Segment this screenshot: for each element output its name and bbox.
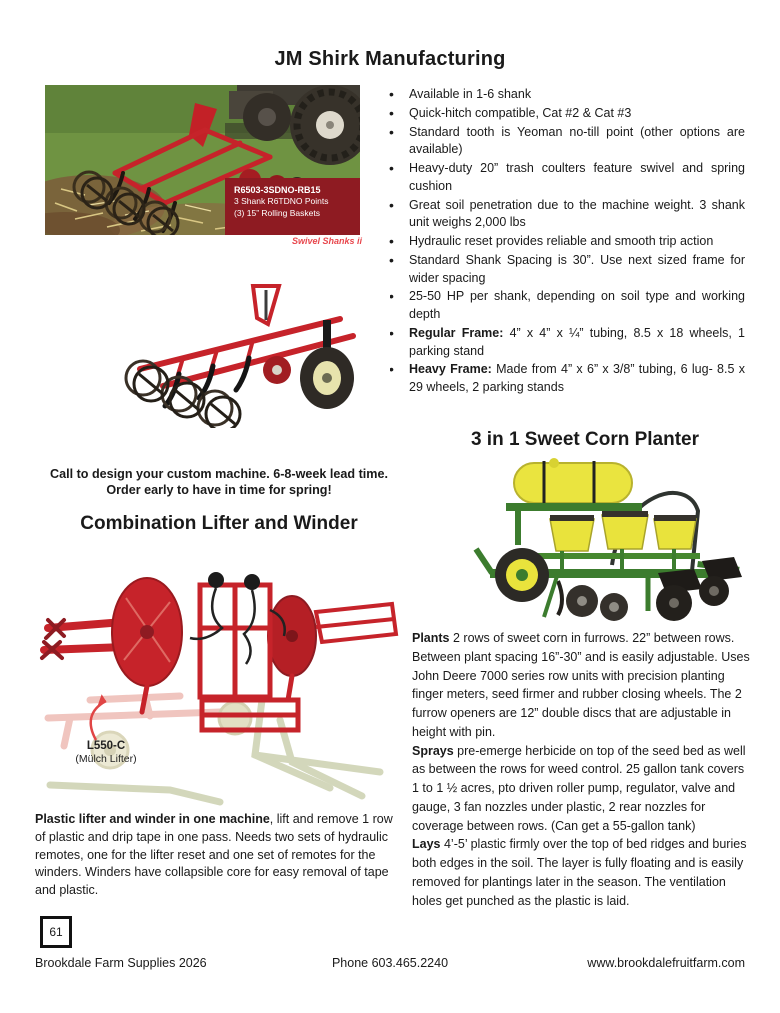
- model-spec-2: (3) 15” Rolling Baskets: [234, 207, 320, 218]
- lifter-winder-illustration: [30, 550, 400, 810]
- bullet-item: • Regular Frame: 4” x 4” x ¼” tubing, 8.5 x 18 wheels, 1 parking stand: [383, 325, 745, 361]
- bullet-item: • Standard Shank Spacing is 30”. Use next sized frame for wider spacing: [383, 252, 745, 288]
- model-label-box: [225, 178, 360, 235]
- lifter-winder-description-body: , lift and remove 1 row of plastic and drip tape in one pass. Needs two sets of hydraulic remotes, one for the lifter reset and one set of remotes for the winders. Winders have collapsible core for easy removal of tape and plastic.: [35, 812, 393, 897]
- feature-bullet-list: [383, 86, 745, 398]
- lifter-model-label: [46, 740, 166, 765]
- model-spec-1: 3 Shank R6TDNO Points: [234, 196, 329, 207]
- lifter-winder-description: [35, 811, 395, 900]
- footer-company: Brookdale Farm Supplies 2026: [35, 956, 207, 970]
- lifter-winder-description-lead: Plastic lifter and winder in one machine: [35, 812, 270, 826]
- lifter-model-number: L550-C: [86, 740, 126, 752]
- lifter-winder-heading: Combination Lifter and Winder: [80, 513, 358, 534]
- lifter-model-desc: (Mülch Lifter): [75, 753, 137, 766]
- page-number-box: [40, 916, 72, 948]
- bullet-item: • Available in 1-6 shank: [383, 86, 745, 104]
- corn-planter-illustration: [462, 453, 747, 627]
- bullet-item: • Heavy-duty 20” trash coulters feature swivel and spring cushion: [383, 160, 745, 196]
- shank-unit-illustration: [105, 266, 390, 428]
- page-title: JM Shirk Manufacturing: [274, 48, 506, 70]
- paragraph: Lays 4’-5’ plastic firmly over the top of bed ridges and buries both edges in the soil. The layer is fully floating and is easily removed for plantings later in the season. The ventilation holes get punched as the plastic is laid.: [412, 837, 747, 908]
- custom-order-note-line2: Order early to have in time for spring!: [106, 483, 332, 498]
- lifter-winder-photo: [30, 550, 400, 810]
- paragraph: Plants 2 rows of sweet corn in furrows. 22” between rows. Between plant spacing 16”-30” and is easily adjustable. Uses John Deere 7000 series row units with precision planting finger meters, seed firmer and rubber closing wheels. The 2 furrow openers are 12” double discs that are adjustable in height with pin.: [412, 631, 750, 739]
- corn-planter-description: [412, 629, 754, 910]
- bullet-item: • Hydraulic reset provides reliable and smooth trip action: [383, 233, 745, 251]
- bullet-item: • Great soil penetration due to the machine weight. 3 shank unit weighs 2,000 lbs: [383, 197, 745, 233]
- corn-planter-photo: [462, 453, 747, 627]
- paragraph: Sprays pre-emerge herbicide on top of the seed bed as well as between the rows for weed control. 25 gallon tank covers 1 to 1 ½ acres, pto driven roller pump, regulator, valve and gauge, 3 fan nozzles under plastic, 2 rear nozzles for coverage between rows. (Can get a 55-gallon tank): [412, 743, 746, 833]
- curved-arrow-icon: [84, 694, 124, 744]
- custom-order-note: [35, 466, 403, 499]
- page-number: 61: [49, 925, 63, 939]
- bullet-item: • Heavy Frame: Made from 4” x 6” x 3/8” tubing, 6 lug- 8.5 x 29 wheels, 2 parking stands: [383, 361, 745, 397]
- footer-phone: Phone 603.465.2240: [331, 956, 449, 970]
- photo-caption: Swivel Shanks ii: [291, 236, 362, 246]
- bullet-item: • Quick-hitch compatible, Cat #2 & Cat #3: [383, 105, 745, 123]
- corn-planter-heading: 3 in 1 Sweet Corn Planter: [470, 429, 700, 450]
- shank-unit-photo: [105, 266, 390, 428]
- custom-order-note-line1: Call to design your custom machine. 6-8-week lead time.: [49, 467, 389, 481]
- model-number: R6503-3SDNO-RB15: [234, 185, 321, 195]
- bullet-item: • 25-50 HP per shank, depending on soil type and working depth: [383, 288, 745, 324]
- bullet-item: • Standard tooth is Yeoman no-till point (other options are available): [383, 124, 745, 160]
- footer-website: www.brookdalefruitfarm.com: [587, 956, 745, 970]
